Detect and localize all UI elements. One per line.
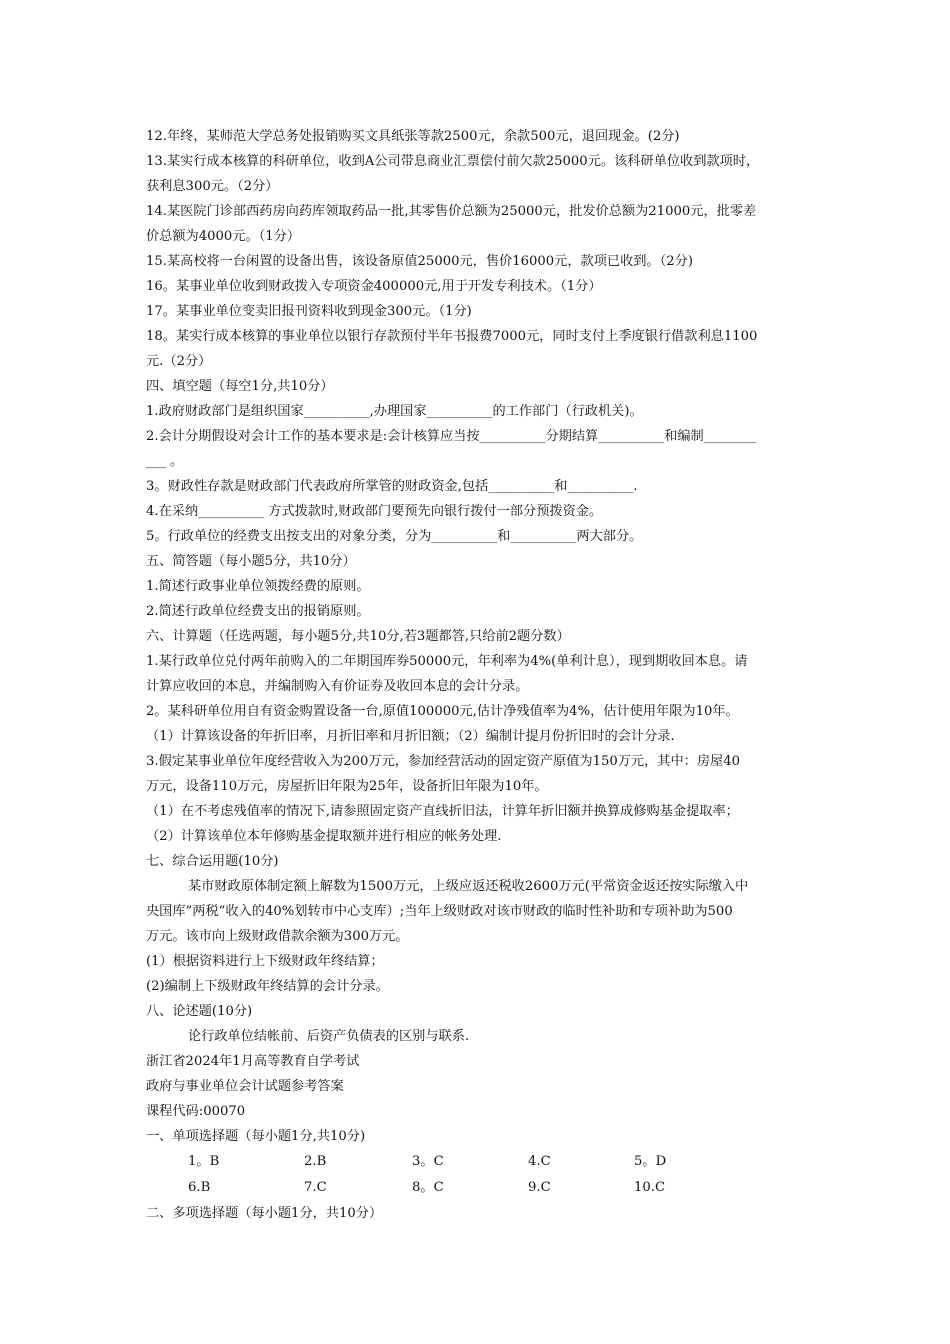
answer-item: 8。C <box>412 1180 444 1195</box>
text-line: 13.某实行成本核算的科研单位，收到A公司带息商业汇票偿付前欠款25000元。该科研单位收到款项时， <box>146 154 760 169</box>
text-line: 一、单项选择题（每小题1分,共10分) <box>146 1129 366 1144</box>
text-line: 16。某事业单位收到财政拨入专项资金400000元,用于开发专利技术。（1分） <box>146 279 602 294</box>
section-heading-multiple-choice: 二、多项选择题（每小题1分，共10分） <box>146 1206 383 1221</box>
text-line: 17。某事业单位变卖旧报刊资料收到现金300元。（1分) <box>146 304 472 319</box>
answer-key-header-block <box>146 1049 812 1149</box>
text-line: 政府与事业单位会计试题参考答案 <box>146 1079 344 1094</box>
text-line: 价总额为4000元。（1分） <box>146 229 301 244</box>
answer-item: 5。D <box>634 1154 667 1169</box>
section-seven-paragraph: 某市财政原体制定额上解数为1500万元，上级应返还税收2600万元(平常资金返还按实际缴入中 <box>188 879 749 894</box>
text-line: 14.某医院门诊部西药房向药库领取药品一批,其零售价总额为25000元，批发价总额为21000元，批零差 <box>146 204 757 219</box>
answer-item: 1。B <box>188 1154 220 1169</box>
text-line: 2。某科研单位用自有资金购置设备一台,原值100000元,估计净残值率为4%，估计使用年限为10年。 <box>146 704 739 719</box>
answers-row-1 <box>146 1149 812 1175</box>
text-line: 六、计算题（任选两题，每小题5分,共10分,若3题都答,只给前2题分数） <box>146 629 570 644</box>
answer-item: 3。C <box>412 1154 444 1169</box>
text-line: 1.某行政单位兑付两年前购入的二年期国库券50000元，年利率为4%(单利计息），现到期收回本息。请 <box>146 654 748 669</box>
text-line: 四、填空题（每空1分,共10分） <box>146 379 334 394</box>
text-line: 万元，设备110万元，房屋折旧年限为25年，设备折旧年限为10年。 <box>146 779 548 794</box>
exam-questions-block <box>146 124 812 874</box>
text-line: （2）计算该单位本年修购基金提取额并进行相应的帐务处理. <box>146 829 502 844</box>
text-line: 五、简答题（每小题5分，共10分） <box>146 554 356 569</box>
text-line: 2.简述行政单位经费支出的报销原则。 <box>146 604 370 619</box>
text-line: 万元。该市向上级财政借款余额为300万元。 <box>146 929 409 944</box>
text-line: (1）根据资料进行上下级财政年终结算； <box>146 954 384 969</box>
text-line: 获利息300元。（2分） <box>146 179 279 194</box>
text-line: 1.政府财政部门是组织国家__________,办理国家__________的工作部门（行政机关)。 <box>146 404 643 419</box>
text-line: 3。财政性存款是财政部门代表政府所掌管的财政资金,包括__________和__________. <box>146 479 638 494</box>
text-line: 浙江省2024年1月高等教育自学考试 <box>146 1054 360 1069</box>
answers-row-2 <box>146 1175 812 1201</box>
answer-item: 6.B <box>188 1180 211 1195</box>
text-line: 八、论述题(10分) <box>146 1004 253 1019</box>
answer-item: 7.C <box>304 1180 327 1195</box>
answer-item: 2.B <box>304 1154 327 1169</box>
text-line: （1）在不考虑残值率的情况下,请参照固定资产直线折旧法，计算年折旧额并换算成修购基金提取率； <box>146 804 739 819</box>
text-line: 4.在采纳__________ 方式拨款时,财政部门要预先向银行拨付一部分预拨资金。 <box>146 504 603 519</box>
text-line: 12.年终，某师范大学总务处报销购买文具纸张等款2500元，余款500元，退回现金。(2分) <box>146 129 680 144</box>
section-eight-paragraph: 论行政单位结帐前、后资产负债表的区别与联系. <box>188 1029 470 1044</box>
text-line: ___ 。 <box>146 454 184 469</box>
text-line: 18。某实行成本核算的事业单位以银行存款预付半年书报费7000元，同时支付上季度银行借款利息1100 <box>146 329 758 344</box>
text-line: 1.简述行政事业单位领拨经费的原则。 <box>146 579 370 594</box>
text-line: 元.（2分） <box>146 354 212 369</box>
text-line: 2.会计分期假设对会计工作的基本要求是:会计核算应当按__________分期结算__________和编制________ <box>146 429 757 444</box>
answer-item: 9.C <box>528 1180 551 1195</box>
text-line: 央国库”两税”收入的40%划转市中心支库）;当年上级财政对该市财政的临时性补助和专项补助为500 <box>146 904 733 919</box>
text-line: （1）计算该设备的年折旧率，月折旧率和月折旧额；（2）编制计提月份折旧时的会计分录. <box>146 729 675 744</box>
answer-item: 4.C <box>528 1154 551 1169</box>
text-line: 七、综合运用题(10分) <box>146 854 279 869</box>
text-line: 计算应收回的本息，并编制购入有价证券及收回本息的会计分录。 <box>146 679 529 694</box>
text-line: 课程代码:00070 <box>146 1104 246 1119</box>
text-line: 3.假定某事业单位年度经营收入为200万元，参加经营活动的固定资产原值为150万元，其中：房屋40 <box>146 754 741 769</box>
text-line: (2)编制上下级财政年终结算的会计分录。 <box>146 979 389 994</box>
text-line: 5。行政单位的经费支出按支出的对象分类，分为__________和__________两大部分。 <box>146 529 643 544</box>
section-seven-block <box>146 899 812 1024</box>
text-line: 15.某高校将一台闲置的设备出售，该设备原值25000元，售价16000元，款项已收到。（2分) <box>146 254 693 269</box>
answer-item: 10.C <box>634 1180 666 1195</box>
